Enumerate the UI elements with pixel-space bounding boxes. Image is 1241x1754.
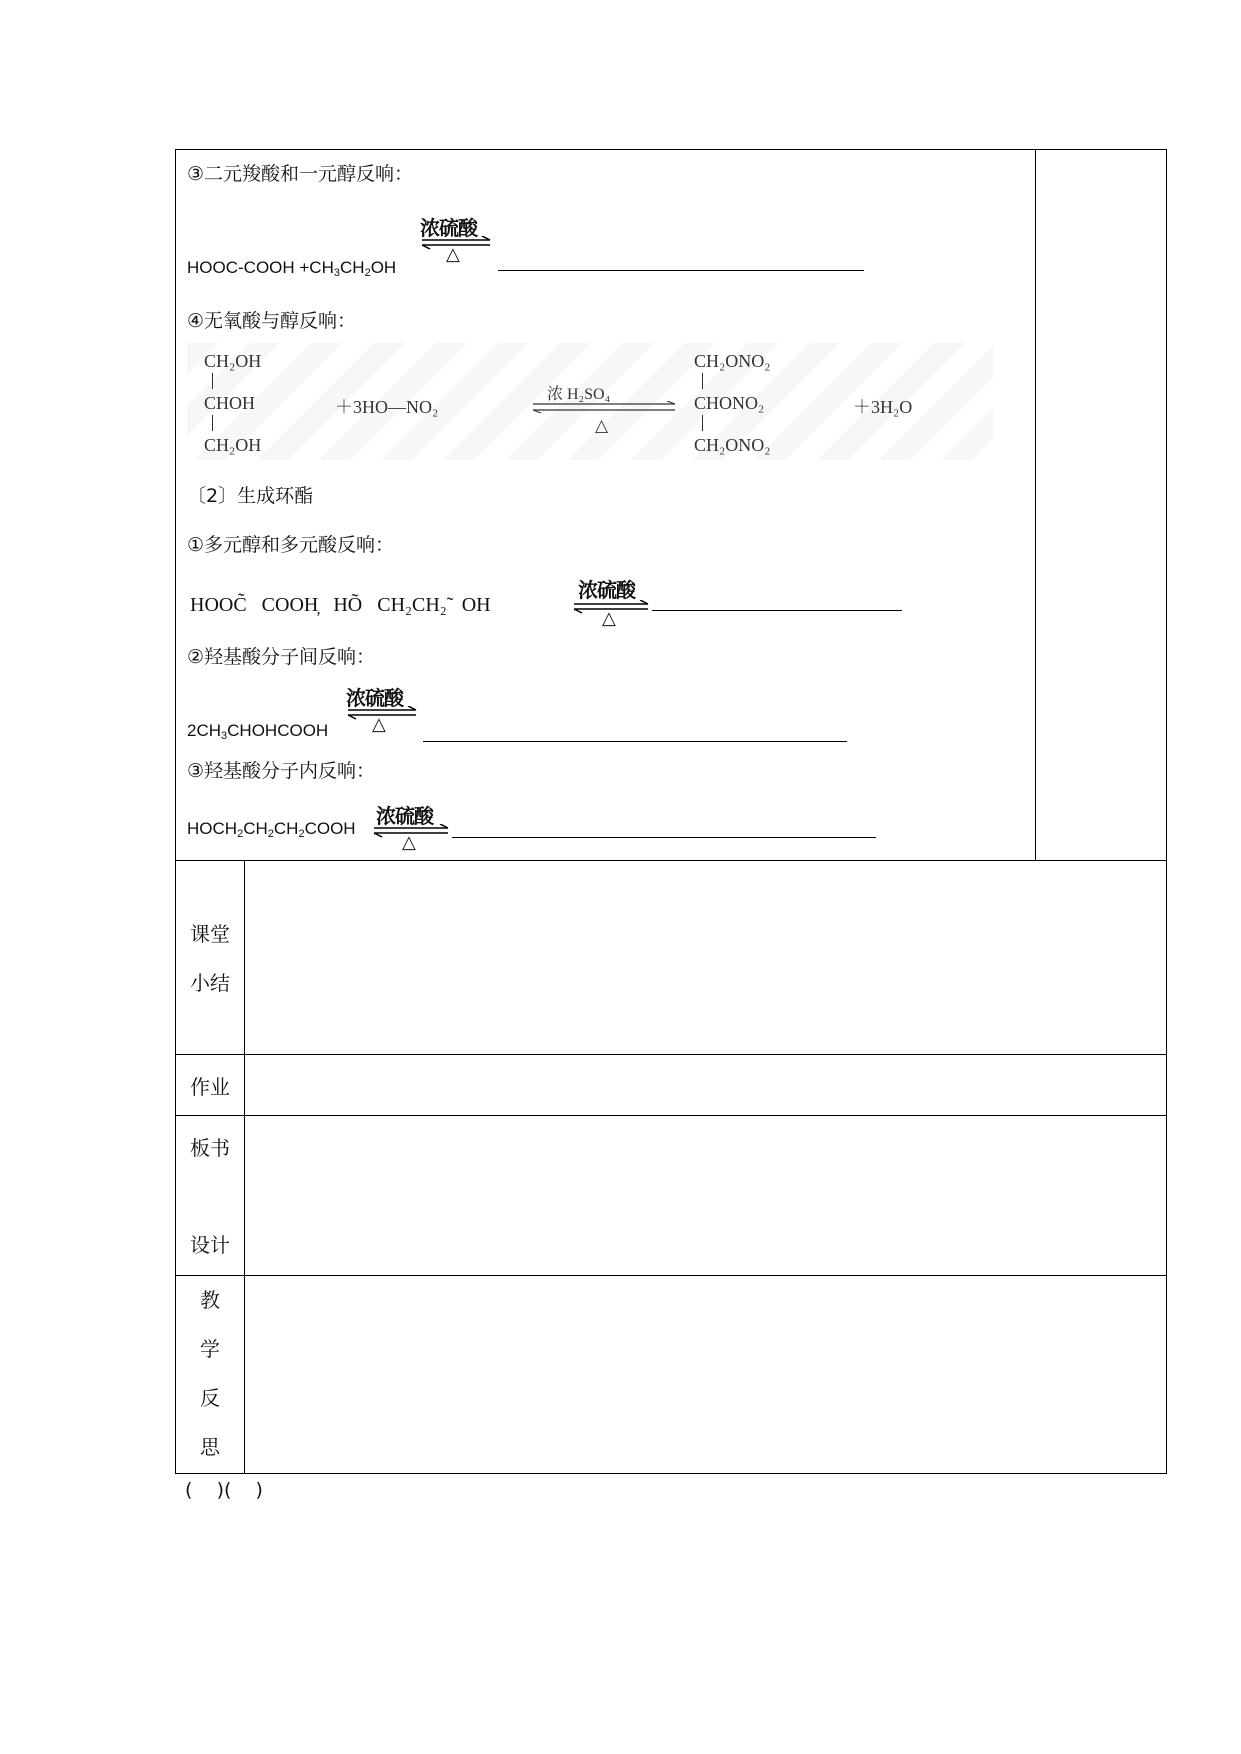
- eq1-reaction-arrow: [418, 212, 494, 264]
- eq4-reaction-arrow: [372, 800, 452, 856]
- glycerol-heat: △: [595, 416, 609, 435]
- eq4-part-d: COOH: [304, 819, 356, 838]
- reflection-label-char-2: 学: [200, 1337, 220, 1361]
- glycerol-line-1: CH₂OH: [204, 351, 262, 371]
- eq1-part-b: CH: [340, 258, 365, 277]
- eq1-heat: △: [446, 244, 460, 265]
- nitrate-line-1: CH₂ONO₂: [694, 351, 771, 371]
- eq3-sub-1: 3: [221, 730, 228, 742]
- footer-parentheses: ( )( ): [185, 1479, 263, 1501]
- eq4-part-a: HOCH: [187, 819, 238, 838]
- water-byproduct: ＋3H₂O: [853, 397, 913, 417]
- board-label-line1: 板书: [190, 1136, 230, 1160]
- section2-title: 〔2〕生成环酯: [187, 485, 314, 507]
- glycerol-bond-1: [212, 373, 213, 389]
- label-column-divider: [244, 860, 245, 1474]
- eq3-reaction-arrow: [344, 682, 420, 734]
- table-border-bottom: [175, 1473, 1167, 1474]
- eq4-part-c: CH: [273, 819, 299, 838]
- board-design-content-cell[interactable]: [246, 1117, 1164, 1273]
- table-border-top: [175, 149, 1167, 150]
- equation-polyol-polyacid: HOOC̃ COOH̦ HÕ CH₂CH₂̃ OH: [190, 594, 491, 616]
- eq4-heat: △: [402, 832, 416, 853]
- eq3-heat: △: [372, 714, 386, 735]
- eq2-reaction-arrow: [572, 574, 652, 630]
- nitrate-bond-1: [702, 373, 703, 389]
- glycerol-equilibrium-arrows: [529, 401, 679, 415]
- nitrate-line-3: CH₂ONO₂: [694, 435, 771, 455]
- eq4-answer-blank[interactable]: [452, 837, 876, 838]
- homework-content-cell[interactable]: [246, 1056, 1164, 1113]
- eq2-heat: △: [602, 608, 616, 629]
- side-column-divider: [1035, 149, 1036, 860]
- eq1-part-a: HOOC-COOH +CH: [187, 258, 334, 277]
- eq4-part-b: CH: [243, 819, 268, 838]
- eq4-catalyst: 浓硫酸: [376, 804, 433, 828]
- glycerol-line-2: CHOH: [204, 393, 256, 413]
- board-label-line2: 设计: [190, 1233, 230, 1257]
- row-divider-2: [175, 1054, 1167, 1055]
- summary-content-cell[interactable]: [246, 862, 1164, 1052]
- glycerol-line-3: CH₂OH: [204, 435, 262, 455]
- eq3-part-b: CHOHCOOH: [227, 721, 329, 740]
- eq1-answer-blank[interactable]: [498, 270, 864, 271]
- nitric-acid-reagent: ＋3HO—NO₂: [335, 397, 439, 417]
- item3b-title: ③羟基酸分子内反响：: [187, 760, 376, 782]
- reflection-label-char-3: 反: [200, 1386, 220, 1410]
- equation-lactic-intermolecular: [187, 721, 328, 742]
- eq1-sub-2: 2: [364, 267, 371, 279]
- glycerol-nitration-equation: [187, 343, 993, 460]
- homework-label: 作业: [190, 1075, 230, 1099]
- reflection-label-char-1: 教: [200, 1288, 220, 1312]
- row-divider-3: [175, 1115, 1167, 1116]
- item1-title: ①多元醇和多元酸反响：: [187, 534, 395, 556]
- reflection-content-cell[interactable]: [246, 1277, 1164, 1471]
- nitrate-line-2: CHONO₂: [694, 393, 765, 413]
- item3-title: ③二元羧酸和一元醇反响：: [187, 163, 414, 185]
- eq1-catalyst: 浓硫酸: [420, 216, 477, 240]
- row-divider-1: [175, 860, 1167, 861]
- equation-diacid-ethanol: [187, 258, 396, 279]
- eq2-answer-blank[interactable]: [652, 610, 902, 611]
- eq4-sub-2: 2: [267, 828, 274, 840]
- summary-label-line1: 课堂: [190, 922, 230, 946]
- eq3-part-a: 2CH: [187, 721, 222, 740]
- eq3-answer-blank[interactable]: [423, 741, 847, 742]
- eq4-sub-1: 2: [237, 828, 244, 840]
- glycerol-catalyst: 浓 H₂SO₄: [547, 386, 611, 403]
- eq2-catalyst: 浓硫酸: [578, 578, 635, 602]
- equation-hydroxy-acid-intramolecular: [187, 819, 356, 840]
- glycerol-bond-2: [212, 415, 213, 431]
- summary-label-line2: 小结: [190, 971, 230, 995]
- item4-title: ④无氧酸与醇反响：: [187, 310, 357, 332]
- nitrate-bond-2: [702, 415, 703, 431]
- eq4-sub-3: 2: [298, 828, 305, 840]
- item2-title: ②羟基酸分子间反响：: [187, 646, 376, 668]
- reflection-label-char-4: 思: [200, 1435, 220, 1459]
- eq3-catalyst: 浓硫酸: [346, 686, 403, 710]
- eq1-sub-1: 3: [333, 267, 340, 279]
- eq1-part-c: OH: [370, 258, 397, 277]
- row-divider-4: [175, 1275, 1167, 1276]
